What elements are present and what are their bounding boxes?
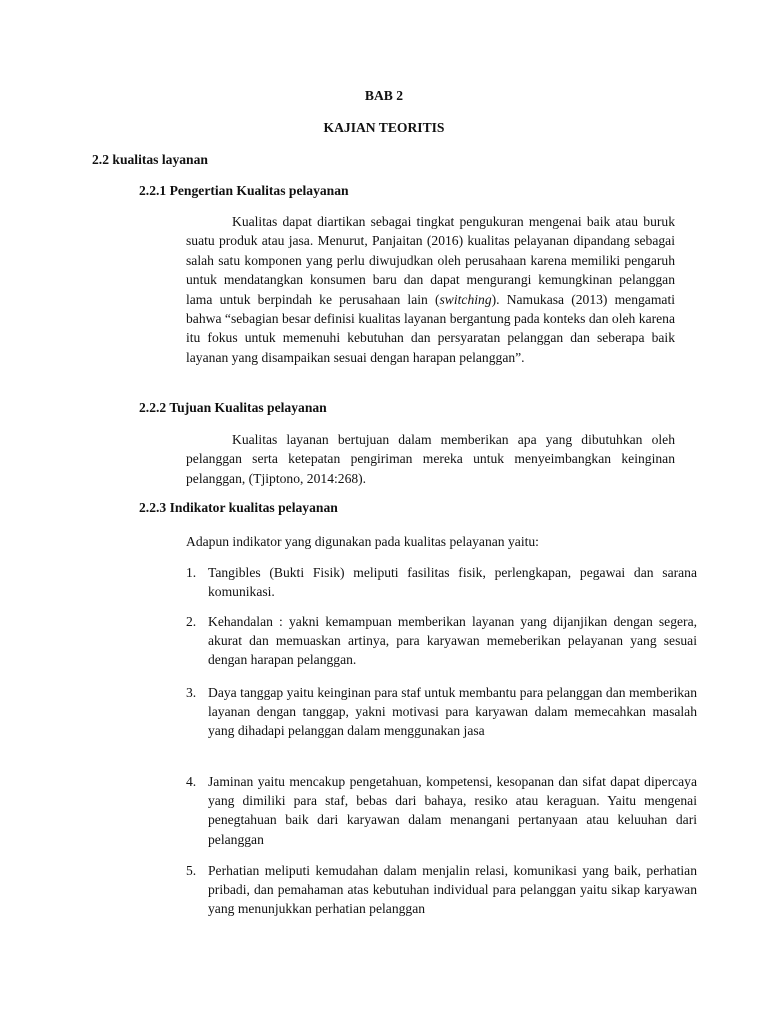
list-item-number: 5.	[186, 863, 197, 878]
list-item-text: Daya tanggap yaitu keinginan para staf untuk membantu para pelanggan dan memberikan layanan dengan tanggap, yakni motivasi para karyawan dalam memecahkan masalah yang dihadapi pelanggan dalam menggunakan jasa	[208, 685, 697, 739]
list-item-number: 2.	[186, 614, 197, 629]
list-item	[186, 772, 697, 849]
list-item-text: Jaminan yaitu mencakup pengetahuan, kompetensi, kesopanan dan sifat dapat dipercaya yang dimiliki para staf, bebas dari bahaya, resiko atau keraguan. Yaitu mengenai penegtahuan baik dari karyawan dalam menangani pertanyaan atau keluuhan dari pelanggan	[208, 774, 697, 847]
list-item-number: 3.	[186, 685, 197, 700]
paragraph-purpose	[186, 430, 675, 488]
paragraph-purpose-text: Kualitas layanan bertujuan dalam memberikan apa yang dibutuhkan oleh pelanggan serta ketepatan pengiriman mereka untuk menyeimbangkan keinginan pelanggan, (Tjiptono, 2014:268).	[186, 432, 675, 486]
list-item	[186, 683, 697, 741]
list-intro: Adapun indikator yang digunakan pada kualitas pelayanan yaitu:	[186, 534, 539, 549]
italic-term: switching	[439, 291, 492, 307]
subsection-heading-3: 2.2.3 Indikator kualitas pelayanan	[139, 500, 338, 515]
paragraph-definition	[186, 212, 675, 367]
chapter-number: BAB 2	[364, 88, 404, 103]
list-item	[186, 612, 697, 670]
list-item-number: 1.	[186, 565, 197, 580]
section-heading: 2.2 kualitas layanan	[92, 152, 208, 167]
chapter-title: KAJIAN TEORITIS	[323, 120, 445, 135]
list-item	[186, 861, 697, 919]
list-item	[186, 563, 697, 601]
paragraph-definition-text-end: ). Namukasa (2013) mengamati bahwa “sebagian besar definisi kualitas layanan bergantung pada konteks dan oleh karena itu fokus untuk memenuhi kebutuhan dan persyaratan pelanggan dan seberapa baik layanan yang disampaikan sesuai dengan harapan pelanggan”.	[186, 291, 675, 365]
paragraph-definition-text: Kualitas dapat diartikan sebagai tingkat pengukuran mengenai baik atau buruk suatu produk atau jasa. Menurut, Panjaitan (2016) kualitas pelayanan dipandang sebagai salah satu komponen yang perlu diwujudkan oleh perusahaan karena memiliki pengaruh untuk mendatangkan konsumen baru dan dapat mengurangi kemungkinan pelanggan lama untuk berpindah ke perusahaan lain (	[186, 214, 675, 307]
list-item-number: 4.	[186, 774, 197, 789]
list-item-text: Perhatian meliputi kemudahan dalam menjalin relasi, komunikasi yang baik, perhatian pribadi, dan pemahaman atas kebutuhan individual para pelanggan yaitu sikap karyawan yang menunjukkan perhatian pelanggan	[208, 863, 697, 917]
subsection-heading-2: 2.2.2 Tujuan Kualitas pelayanan	[139, 400, 327, 415]
subsection-heading-1: 2.2.1 Pengertian Kualitas pelayanan	[139, 183, 349, 198]
list-item-text: Tangibles (Bukti Fisik) meliputi fasilitas fisik, perlengkapan, pegawai dan sarana komunikasi.	[208, 565, 697, 600]
list-item-text: Kehandalan : yakni kemampuan memberikan layanan yang dijanjikan dengan segera, akurat dan memuaskan artinya, para karyawan memeberikan pelayanan yang sesuai dengan harapan pelanggan.	[208, 614, 697, 668]
